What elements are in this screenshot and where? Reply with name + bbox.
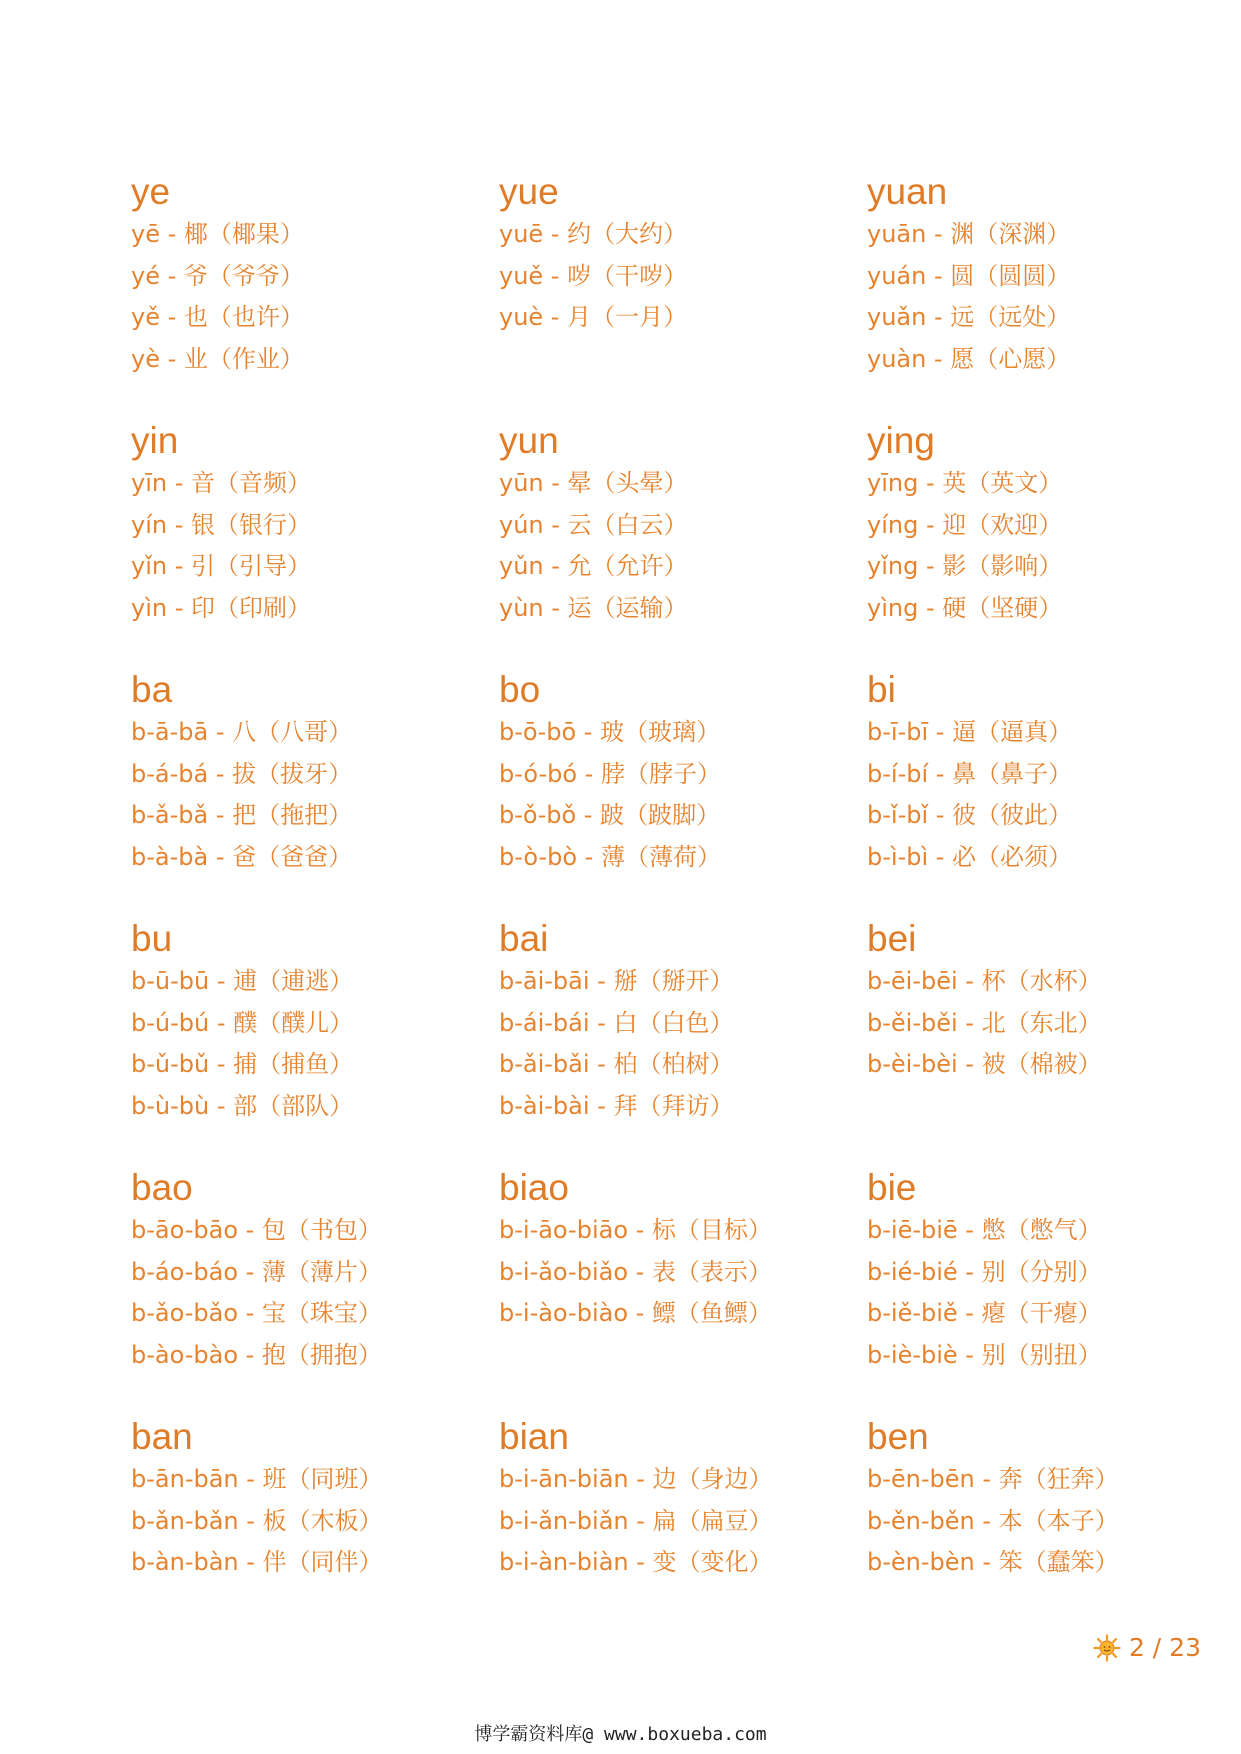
pinyin-entry: b-ǔ-bǔ - 捕（捕鱼） xyxy=(131,1050,354,1078)
pinyin-group xyxy=(499,1415,867,1664)
pinyin-entry: yuán - 圆（圆圆） xyxy=(867,261,1071,290)
pinyin-group xyxy=(499,419,867,668)
pinyin-entry: b-ǎo-bǎo - 宝（珠宝） xyxy=(131,1299,382,1327)
pinyin-entry: b-ēi-bēi - 杯（水杯） xyxy=(867,967,1102,995)
entry-list xyxy=(867,214,1141,380)
pinyin-grid xyxy=(131,170,1141,1664)
syllable-heading: bai xyxy=(499,918,549,959)
pinyin-entry: b-ā-bā - 八（八哥） xyxy=(131,718,353,746)
pinyin-entry: b-èi-bèi - 被（棉被） xyxy=(867,1050,1102,1078)
pinyin-entry: yùn - 运（运输） xyxy=(499,593,688,622)
pinyin-entry: yuě - 哕（干哕） xyxy=(499,261,688,290)
pinyin-entry: yuē - 约（大约） xyxy=(499,220,688,248)
entry-list xyxy=(131,712,499,878)
pinyin-group xyxy=(131,668,499,917)
pinyin-entry: yuè - 月（一月） xyxy=(499,303,688,331)
site-watermark: 博学霸资料库@ www.boxueba.com xyxy=(474,1724,767,1745)
pinyin-entry: b-ěn-běn - 本（本子） xyxy=(867,1506,1119,1535)
entry-list xyxy=(499,1459,867,1584)
pinyin-entry: yǔn - 允（允许） xyxy=(499,552,688,580)
pinyin-entry: b-ì-bì - 必（必须） xyxy=(867,842,1073,871)
syllable-heading: biao xyxy=(499,1167,569,1208)
pinyin-entry: yūn - 晕（头晕） xyxy=(499,469,688,497)
pinyin-group xyxy=(499,1166,867,1415)
pinyin-group xyxy=(499,170,867,419)
syllable-heading: bei xyxy=(867,918,917,959)
pinyin-entry: b-ěi-běi - 北（东北） xyxy=(867,1008,1102,1037)
pinyin-entry: b-àn-bàn - 伴（同伴） xyxy=(131,1548,383,1576)
pinyin-entry: yuàn - 愿（心愿） xyxy=(867,344,1071,373)
pinyin-entry: yē - 椰（椰果） xyxy=(131,220,304,248)
pinyin-entry: b-ū-bū - 逋（逋逃） xyxy=(131,967,354,995)
pinyin-entry: b-ǒ-bǒ - 跛（跛脚） xyxy=(499,801,721,829)
entry-list xyxy=(499,712,867,878)
syllable-heading: ba xyxy=(131,669,173,710)
pinyin-entry: yún - 云（白云） xyxy=(499,510,688,539)
pinyin-entry: b-à-bà - 爸（爸爸） xyxy=(131,842,353,871)
pinyin-entry: b-iě-biě - 瘪（干瘪） xyxy=(867,1299,1102,1327)
pinyin-entry: b-ú-bú - 醭（醭儿） xyxy=(131,1008,354,1037)
pinyin-entry: b-iè-biè - 别（别扭） xyxy=(867,1340,1102,1369)
pinyin-group xyxy=(867,419,1141,668)
pinyin-entry: yīng - 英（英文） xyxy=(867,469,1063,497)
pinyin-entry: b-ǎi-bǎi - 柏（柏树） xyxy=(499,1050,734,1078)
entry-list xyxy=(499,1210,867,1335)
pinyin-group xyxy=(131,1166,499,1415)
pinyin-entry: b-ī-bī - 逼（逼真） xyxy=(867,718,1073,746)
pinyin-group xyxy=(131,419,499,668)
pinyin-entry: b-ān-bān - 班（同班） xyxy=(131,1465,383,1493)
entry-list xyxy=(499,961,867,1127)
pinyin-entry: b-ēn-bēn - 奔（狂奔） xyxy=(867,1465,1119,1493)
pinyin-entry: yíng - 迎（欢迎） xyxy=(867,510,1063,539)
pinyin-entry: b-ái-bái - 白（白色） xyxy=(499,1008,734,1037)
pinyin-entry: b-ài-bài - 拜（拜访） xyxy=(499,1091,734,1120)
pinyin-entry: b-ǎn-bǎn - 板（木板） xyxy=(131,1506,383,1535)
syllable-heading: yun xyxy=(499,420,559,461)
entry-list xyxy=(867,463,1141,629)
pinyin-entry: b-iē-biē - 憋（憋气） xyxy=(867,1216,1102,1244)
pinyin-entry: yín - 银（银行） xyxy=(131,510,311,539)
entry-list xyxy=(131,1459,499,1584)
pinyin-entry: b-ǐ-bǐ - 彼（彼此） xyxy=(867,801,1073,829)
syllable-heading: bi xyxy=(867,669,896,710)
syllable-heading: yuan xyxy=(867,171,948,212)
pinyin-entry: b-i-ǎn-biǎn - 扁（扁豆） xyxy=(499,1506,773,1535)
pinyin-entry: b-ié-bié - 别（分别） xyxy=(867,1257,1102,1286)
pinyin-entry: b-á-bá - 拔（拔牙） xyxy=(131,759,353,788)
pinyin-group xyxy=(867,1415,1141,1664)
syllable-heading: bie xyxy=(867,1167,917,1208)
pinyin-group xyxy=(867,170,1141,419)
entry-list xyxy=(867,712,1141,878)
pinyin-group xyxy=(131,917,499,1166)
pinyin-entry: yǐng - 影（影响） xyxy=(867,552,1063,580)
pinyin-group xyxy=(131,170,499,419)
pinyin-entry: yé - 爷（爷爷） xyxy=(131,261,304,290)
pinyin-entry: b-i-àn-biàn - 变（变化） xyxy=(499,1548,773,1576)
pinyin-entry: b-i-ǎo-biǎo - 表（表示） xyxy=(499,1257,772,1286)
entry-list xyxy=(131,961,499,1127)
pinyin-entry: b-āo-bāo - 包（书包） xyxy=(131,1216,382,1244)
pinyin-entry: b-ō-bō - 玻（玻璃） xyxy=(499,718,721,746)
pinyin-entry: yìn - 印（印刷） xyxy=(131,593,311,622)
pinyin-group xyxy=(499,917,867,1166)
syllable-heading: bian xyxy=(499,1416,569,1457)
syllable-heading: ben xyxy=(867,1416,929,1457)
syllable-heading: bao xyxy=(131,1167,193,1208)
pinyin-entry: b-i-ào-biào - 鳔（鱼鳔） xyxy=(499,1299,772,1327)
sun-icon xyxy=(1093,1634,1121,1662)
page-indicator xyxy=(1093,1633,1201,1662)
pinyin-entry: b-i-ān-biān - 边（身边） xyxy=(499,1465,773,1493)
pinyin-group xyxy=(867,1166,1141,1415)
pinyin-entry: yǐn - 引（引导） xyxy=(131,552,311,580)
pinyin-entry: yè - 业（作业） xyxy=(131,344,304,373)
pinyin-entry: b-áo-báo - 薄（薄片） xyxy=(131,1257,382,1286)
entry-list xyxy=(867,1459,1141,1584)
pinyin-entry: b-i-āo-biāo - 标（目标） xyxy=(499,1216,772,1244)
syllable-heading: ying xyxy=(867,420,935,461)
pinyin-entry: yuān - 渊（深渊） xyxy=(867,220,1071,248)
pinyin-group xyxy=(499,668,867,917)
pinyin-entry: b-ò-bò - 薄（薄荷） xyxy=(499,842,721,871)
pinyin-entry: b-ù-bù - 部（部队） xyxy=(131,1091,354,1120)
entry-list xyxy=(131,463,499,629)
syllable-heading: bu xyxy=(131,918,173,959)
pinyin-entry: b-í-bí - 鼻（鼻子） xyxy=(867,759,1073,788)
syllable-heading: bo xyxy=(499,669,541,710)
pinyin-entry: b-èn-bèn - 笨（蠢笨） xyxy=(867,1548,1119,1576)
pinyin-entry: yě - 也（也许） xyxy=(131,303,304,331)
pinyin-group xyxy=(867,668,1141,917)
pinyin-entry: yīn - 音（音频） xyxy=(131,469,311,497)
syllable-heading: ban xyxy=(131,1416,193,1457)
pinyin-entry: yìng - 硬（坚硬） xyxy=(867,593,1063,622)
syllable-heading: ye xyxy=(131,171,171,212)
pinyin-entry: b-ó-bó - 脖（脖子） xyxy=(499,759,721,788)
pinyin-group xyxy=(131,1415,499,1664)
pinyin-group xyxy=(867,917,1141,1166)
page-number: 2 / 23 xyxy=(1128,1633,1201,1662)
pinyin-entry: b-ǎ-bǎ - 把（拖把） xyxy=(131,801,353,829)
entry-list xyxy=(131,1210,499,1376)
pinyin-entry: b-ào-bào - 抱（拥抱） xyxy=(131,1340,382,1369)
entry-list xyxy=(499,214,867,339)
pinyin-entry: b-āi-bāi - 掰（掰开） xyxy=(499,967,734,995)
syllable-heading: yue xyxy=(499,171,559,212)
entry-list xyxy=(867,1210,1141,1376)
entry-list xyxy=(499,463,867,629)
entry-list xyxy=(131,214,499,380)
pinyin-entry: yuǎn - 远（远处） xyxy=(867,303,1071,331)
syllable-heading: yin xyxy=(131,420,179,461)
entry-list xyxy=(867,961,1141,1086)
